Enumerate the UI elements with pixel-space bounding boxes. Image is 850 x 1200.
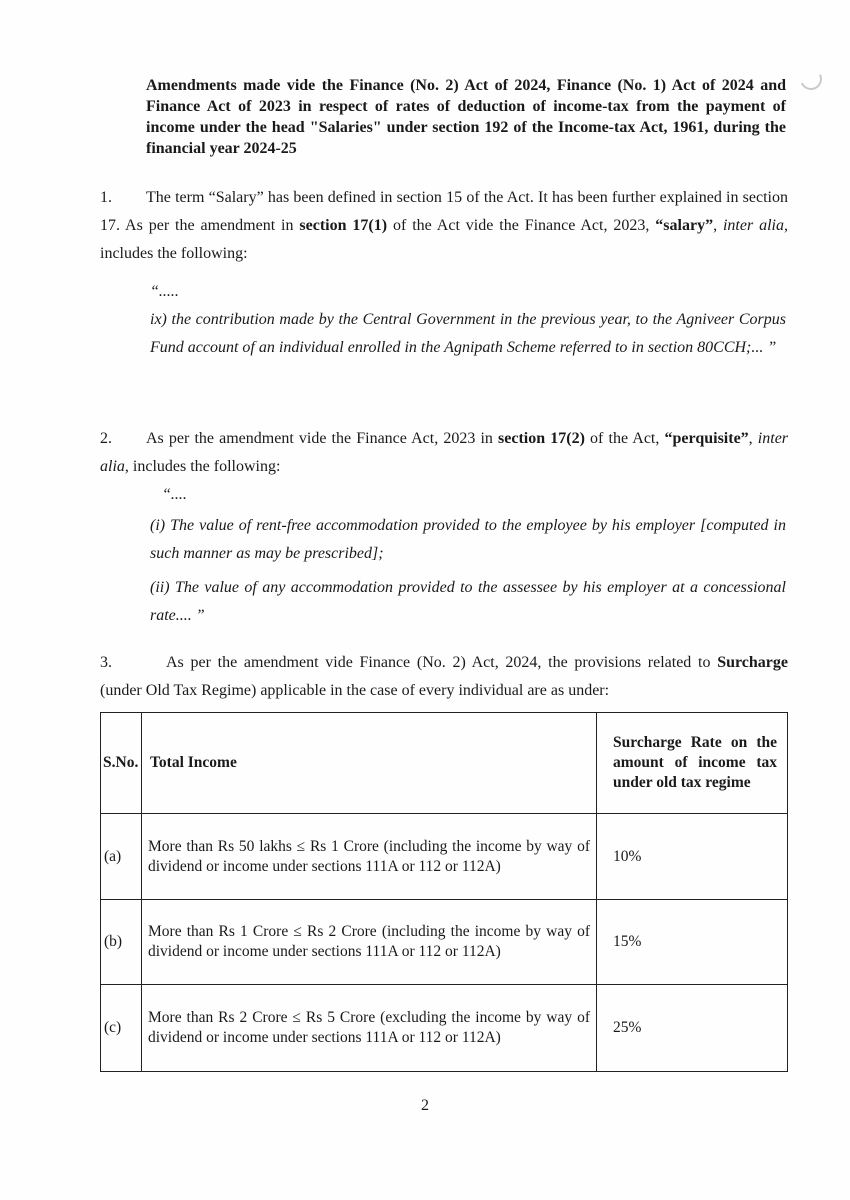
paragraph-1-number: 1.: [100, 189, 112, 206]
paragraph-1-text-c: ,: [713, 217, 723, 234]
surcharge-table: [100, 712, 788, 1072]
paragraph-2-text-a: As per the amendment vide the Finance Act, 2023 in: [146, 430, 499, 447]
scan-artifact-mark: [797, 65, 825, 93]
paragraph-1-text-d: , includes the following:: [100, 217, 788, 262]
paragraph-1: [100, 184, 788, 268]
paragraph-1-bold-a: section 17(1): [299, 217, 388, 234]
paragraph-2-bold-b: “perquisite”: [664, 430, 749, 447]
paragraph-3-text-a: As per the amendment vide Finance (No. 2) Act, 2024, the provisions related to: [166, 654, 718, 671]
paragraph-2-text-d: , includes the following:: [124, 458, 281, 475]
document-title: Amendments made vide the Finance (No. 2) Act of 2024, Finance (No. 1) Act of 2024 and Finance Act of 2023 in respect of rates of deduction of income-tax from the payment of income under the head "Salaries" under section 192 of the Income-tax Act, 1961, during the financial year 2024-25: [146, 77, 786, 157]
row-sno: (c): [101, 985, 142, 1072]
table-row: [101, 985, 788, 1072]
paragraph-1-text-b: of the Act vide the Finance Act, 2023,: [387, 217, 656, 234]
paragraph-2-text-b: of the Act,: [584, 430, 665, 447]
row-surcharge-rate: 25%: [597, 985, 788, 1072]
paragraph-3-text-b: (under Old Tax Regime) applicable in the case of every individual are as under:: [100, 682, 610, 699]
row-sno: (b): [101, 900, 142, 985]
table-row: [101, 900, 788, 985]
paragraph-2-item-ii: (ii) The value of any accommodation provided to the assessee by his employer at a concessional rate.... ”: [150, 579, 786, 624]
paragraph-2-item-i: (i) The value of rent-free accommodation provided to the employee by his employer [computed in such manner as may be prescribed];: [150, 517, 786, 562]
header-surcharge-rate: Surcharge Rate on the amount of income tax under old tax regime: [597, 713, 788, 814]
paragraph-1-quote-open: “.....: [150, 283, 179, 300]
paragraph-1-quote: ix) the contribution made by the Central Government in the previous year, to the Agniveer Corpus Fund account of an individual enrolled in the Agnipath Scheme referred to in section 80CCH;... ”: [150, 311, 786, 356]
row-sno: (a): [101, 814, 142, 900]
table-header-row: [101, 713, 788, 814]
header-total-income: Total Income: [142, 713, 597, 814]
row-total-income: More than Rs 50 lakhs ≤ Rs 1 Crore (including the income by way of dividend or income under sections 111A or 112 or 112A): [142, 814, 597, 900]
paragraph-2-bold-a: section 17(2): [498, 430, 585, 447]
row-total-income: More than Rs 1 Crore ≤ Rs 2 Crore (including the income by way of dividend or income under sections 111A or 112 or 112A): [142, 900, 597, 985]
paragraph-3: [100, 649, 788, 705]
row-total-income: More than Rs 2 Crore ≤ Rs 5 Crore (excluding the income by way of dividend or income under sections 111A or 112 or 112A): [142, 985, 597, 1072]
paragraph-3-bold-a: Surcharge: [717, 654, 788, 671]
paragraph-2-italic-a: inter alia: [100, 430, 789, 475]
paragraph-2-text-c: ,: [748, 430, 758, 447]
paragraph-2-number: 2.: [100, 430, 112, 447]
paragraph-3-number: 3.: [100, 654, 112, 671]
row-surcharge-rate: 15%: [597, 900, 788, 985]
paragraph-2-quote-open: “....: [162, 486, 187, 503]
paragraph-1-text-a: The term “Salary” has been defined in section 15 of the Act. It has been further explained in section 17. As per the amendment in: [100, 189, 788, 234]
page-number: 2: [421, 1097, 429, 1114]
paragraph-2: [100, 425, 788, 481]
row-surcharge-rate: 10%: [597, 814, 788, 900]
table-row: [101, 814, 788, 900]
paragraph-1-italic-a: inter alia: [722, 217, 784, 234]
paragraph-1-bold-b: “salary”: [655, 217, 714, 234]
header-sno: S.No.: [101, 713, 142, 814]
